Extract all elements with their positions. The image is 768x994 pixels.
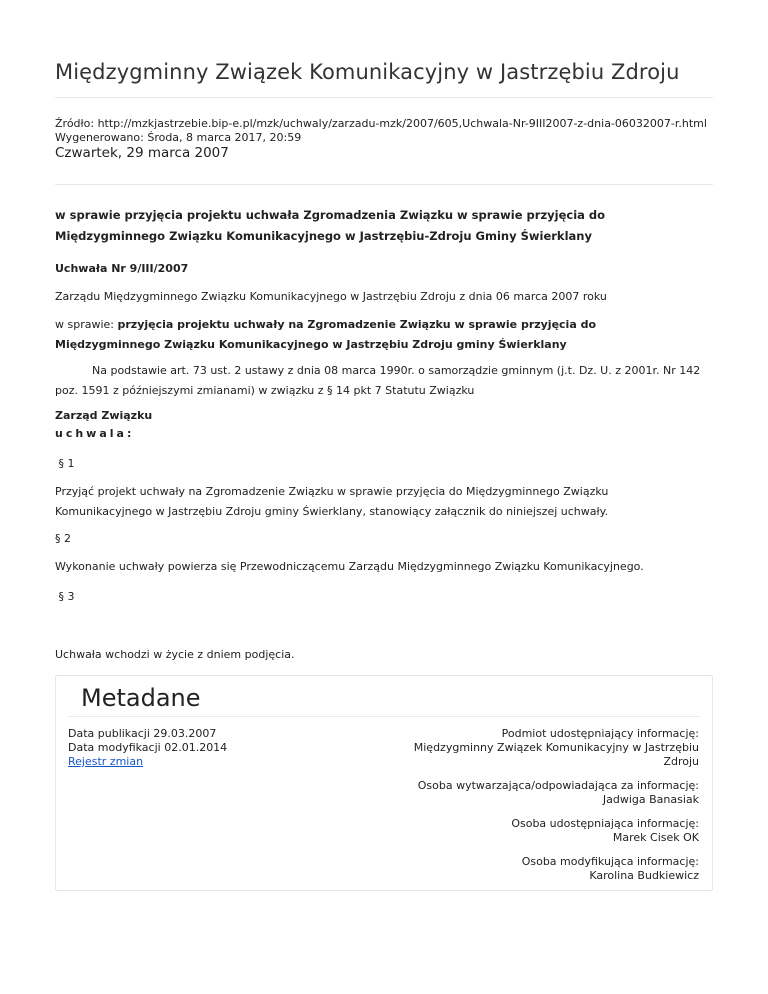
modification-date: Data modyfikacji 02.01.2014 <box>68 741 228 754</box>
generated-line: Wygenerowano: Środa, 8 marca 2017, 20:59 <box>55 131 302 144</box>
author-group <box>389 779 699 807</box>
modifier-label: Osoba modyfikująca informację: <box>521 855 699 868</box>
subject-prefix: w sprawie: <box>55 318 118 331</box>
subject <box>55 315 695 355</box>
modifier-value: Karolina Budkiewicz <box>589 869 699 882</box>
author-value: Jadwiga Banasiak <box>602 793 699 806</box>
divider <box>55 97 713 98</box>
modifier-group <box>389 855 699 883</box>
resolution-number: Uchwała Nr 9/III/2007 <box>55 262 189 275</box>
section-mark: § 3 <box>55 590 75 603</box>
entity-label: Podmiot udostępniający informację: <box>501 727 699 740</box>
subject-text: przyjęcia projektu uchwały na Zgromadzenie Związku w sprawie przyjęcia do Międzygminnego Związku Komunikacyjnego w Jastrzębiu Zdroju gminy Świerklany <box>55 318 597 351</box>
section-text: Wykonanie uchwały powierza się Przewodniczącemu Zarządu Międzygminnego Związku Komunikacyjnego. <box>55 560 644 573</box>
board-name: Zarząd Związku <box>55 409 153 422</box>
entity-value: Zdroju <box>663 755 699 768</box>
publication-date-heading: Czwartek, 29 marca 2007 <box>55 145 229 161</box>
author-label: Osoba wytwarzająca/odpowiadająca za informację: <box>417 779 699 792</box>
section-mark: § 1 <box>55 457 75 470</box>
publication-date: Data publikacji 29.03.2007 <box>68 727 217 740</box>
divider <box>68 716 700 717</box>
source-line: Źródło: http://mzkjastrzebie.bip-e.pl/mzk/uchwaly/zarzadu-mzk/2007/605,Uchwala-Nr-9III2007-z-dnia-06032007-r.html <box>55 117 707 130</box>
publisher-group <box>389 817 699 845</box>
publisher-label: Osoba udostępniająca informację: <box>511 817 699 830</box>
changes-register-link[interactable]: Rejestr zmian <box>68 755 144 768</box>
metadata-people <box>389 727 699 893</box>
entity-value: Międzygminny Związek Komunikacyjny w Jastrzębiu <box>413 741 699 754</box>
metadata-panel <box>55 675 713 891</box>
publisher-value: Marek Cisek OK <box>612 831 699 844</box>
resolves-label: uchwala: <box>55 427 135 440</box>
entity-group <box>389 727 699 769</box>
metadata-title: Metadane <box>81 684 201 712</box>
section-mark: § 2 <box>55 532 71 545</box>
legal-basis: Na podstawie art. 73 ust. 2 ustawy z dnia 08 marca 1990r. o samorządzie gminnym (j.t. Dz. U. z 2001r. Nr 142 poz. 1591 z późniejszymi zmianami) w związku z § 14 pkt 7 Statutu Związku <box>55 364 701 397</box>
board-line: Zarządu Międzygminnego Związku Komunikacyjnego w Jastrzębiu Zdroju z dnia 06 marca 2007 roku <box>55 290 607 303</box>
document-heading: w sprawie przyjęcia projektu uchwała Zgromadzenia Związku w sprawie przyjęcia do Międzygminnego Związku Komunikacyjnego w Jastrzębiu-Zdroju Gminy Świerklany <box>55 208 606 243</box>
metadata-dates <box>68 727 227 769</box>
section-text: Uchwała wchodzi w życie z dniem podjęcia. <box>55 648 295 661</box>
site-title: Międzygminny Związek Komunikacyjny w Jastrzębiu Zdroju <box>55 60 680 84</box>
divider <box>55 184 713 185</box>
section-text: Przyjąć projekt uchwały na Zgromadzenie Związku w sprawie przyjęcia do Międzygminnego Związku Komunikacyjnego w Jastrzębiu Zdroju gminy Świerklany, stanowiący załącznik do niniejszej uchwały. <box>55 485 609 518</box>
